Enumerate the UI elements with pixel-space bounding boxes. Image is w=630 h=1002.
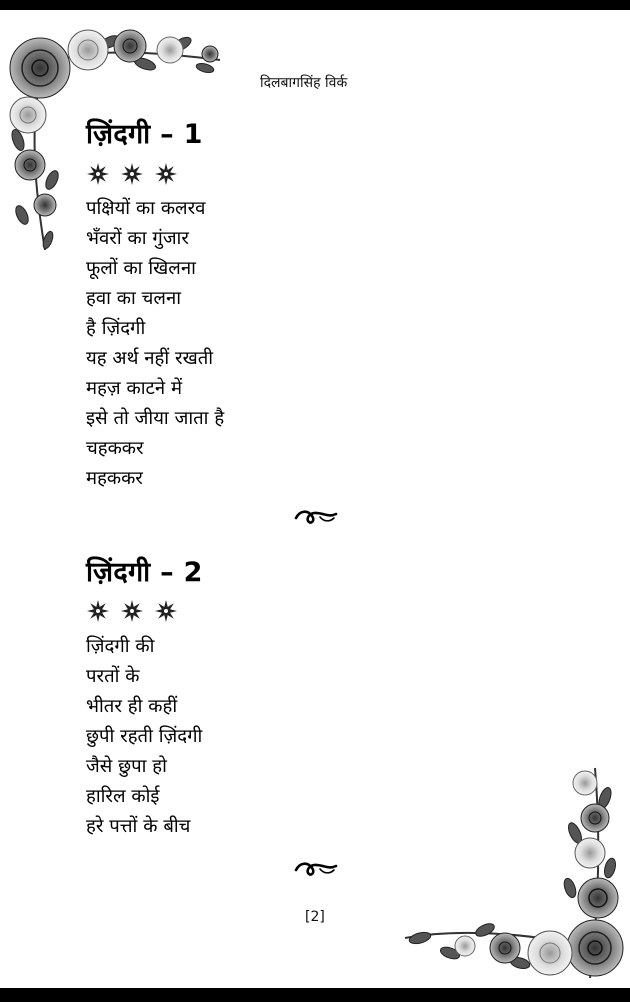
poem-line: भीतर ही कहीं — [86, 696, 178, 717]
poem-line: जैसे छुपा हो — [86, 756, 167, 777]
poem-line: ज़िंदगी की — [86, 636, 155, 657]
poem-lines — [86, 632, 202, 842]
poem-line: फूलों का खिलना — [86, 258, 196, 279]
star-icon — [86, 162, 110, 186]
poem-line: भँवरों का गुंजार — [86, 228, 189, 249]
star-icon — [120, 162, 144, 186]
poem-line: चहककर — [86, 438, 144, 459]
star-icon — [86, 599, 110, 623]
poem-title: ज़िंदगी – 2 — [86, 557, 203, 588]
poem-line: हरे पत्तों के बीच — [86, 816, 191, 837]
poem-title: ज़िंदगी – 1 — [86, 119, 203, 150]
poem-line: हवा का चलना — [86, 288, 182, 309]
rose-corner-icon — [400, 758, 630, 988]
poem-line: पक्षियों का कलरव — [86, 198, 206, 219]
poem-line: छुपी रहती ज़िंदगी — [86, 726, 203, 747]
star-icon — [154, 599, 178, 623]
poem-lines — [86, 194, 224, 494]
poem-line: महज़ काटने में — [86, 378, 183, 399]
poem-line: इसे तो जीया जाता है — [86, 408, 225, 429]
book-page — [0, 10, 630, 988]
poem-line: यह अर्थ नहीं रखती — [86, 348, 214, 369]
poem-line: परतों के — [86, 666, 140, 687]
flourish-icon — [294, 504, 338, 528]
poem-line: है ज़िंदगी — [86, 318, 146, 339]
asterism-icon — [86, 162, 178, 188]
page-number: [2] — [305, 909, 325, 925]
poem-line: महककर — [86, 468, 143, 489]
asterism-icon — [86, 599, 178, 625]
poem-line: हारिल कोई — [86, 786, 160, 807]
author-name: दिलबागसिंह विर्क — [260, 75, 348, 91]
star-icon — [154, 162, 178, 186]
flourish-icon — [294, 856, 338, 880]
star-icon — [120, 599, 144, 623]
